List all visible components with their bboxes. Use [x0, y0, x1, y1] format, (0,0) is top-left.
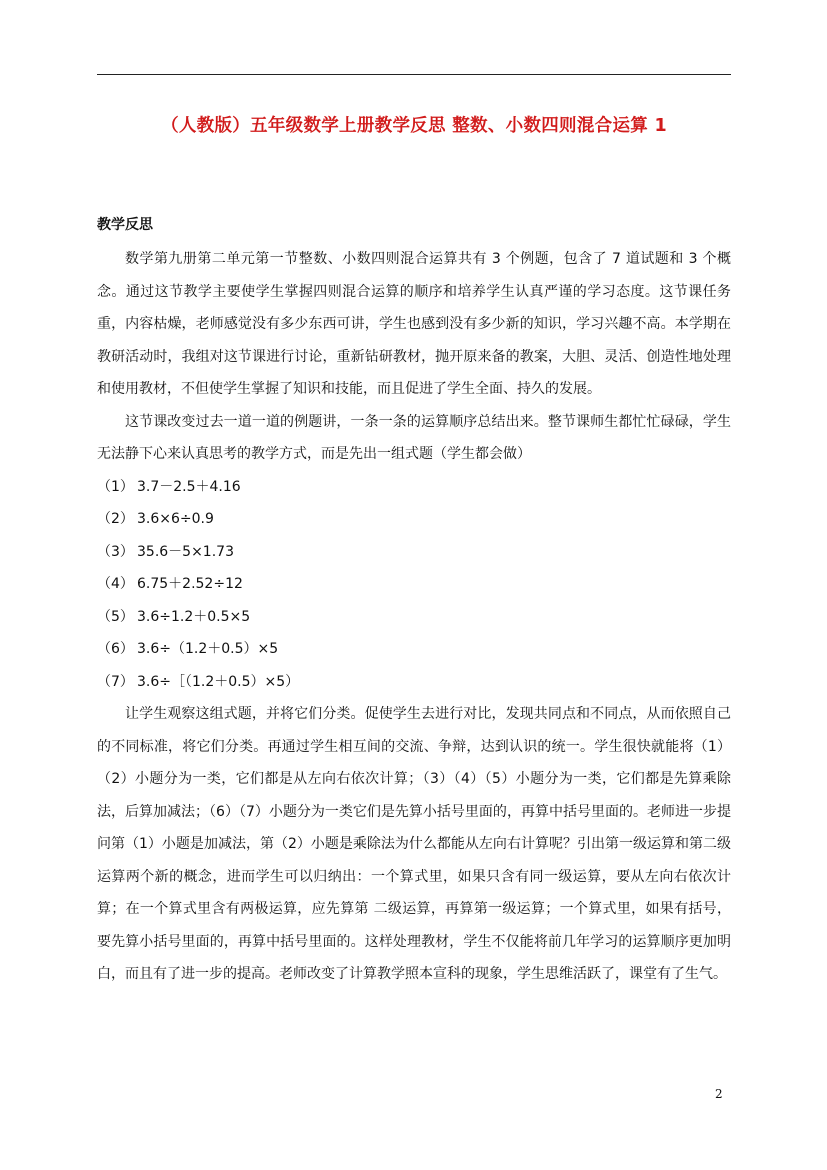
expression-text: 35.6－5×1.73 [137, 543, 234, 560]
paragraph-1: 数学第九册第二单元第一节整数、小数四则混合运算共有 3 个例题，包含了 7 道试题和 3 个概念。通过这节教学主要使学生掌握四则混合运算的顺序和培养学生认真严谨的学习态度。这节课任务重，内容枯燥，老师感觉没有多少东西可讲，学生也感到没有多少新的知识，学习兴趣不高。本学期在教研活动时，我组对这节课进行讨论，重新钻研教材，抛开原来备的教案，大胆、灵活、创造性地处理和使用教材，不但使学生掌握了知识和技能，而且促进了学生全面、持久的发展。 [97, 251, 731, 397]
expression-item [97, 601, 731, 634]
expression-text: 3.6÷（1.2＋0.5）×5 [137, 641, 279, 657]
expression-item [97, 471, 731, 504]
expression-text: 3.6×6÷0.9 [137, 511, 214, 527]
expression-item [97, 568, 731, 601]
expression-text: 6.75＋2.52÷12 [137, 576, 243, 592]
expression-number: （2） [97, 511, 134, 527]
paragraph-2: 这节课改变过去一道一道的例题讲，一条一条的运算顺序总结出来。整节课师生都忙忙碌碌，学生无法静下心来认真思考的教学方式，而是先出一组式题（学生都会做） [97, 413, 731, 462]
document-body [97, 243, 731, 991]
expression-number: （7） [97, 673, 134, 690]
expression-text: 3.6÷1.2＋0.5×5 [137, 608, 251, 625]
document-title: （人教版）五年级数学上册教学反思 整数、小数四则混合运算 1 [161, 116, 667, 136]
expression-item [97, 633, 731, 666]
header-rule [97, 74, 731, 75]
expression-item [97, 666, 731, 699]
section-heading: 教学反思 [97, 217, 153, 233]
expression-number: （5） [97, 608, 134, 625]
expression-text: 3.6÷［（1.2＋0.5）×5） [137, 673, 300, 690]
expression-item [97, 536, 731, 569]
expression-text: 3.7－2.5＋4.16 [137, 478, 241, 495]
expression-item [97, 503, 731, 536]
expression-number: （4） [97, 576, 134, 592]
expression-number: （3） [97, 543, 134, 560]
page-number: 2 [715, 1087, 723, 1101]
paragraph-3: 让学生观察这组式题，并将它们分类。促使学生去进行对比，发现共同点和不同点，从而依照自己的不同标准，将它们分类。再通过学生相互间的交流、争辩，达到认识的统一。学生很快就能将（1）（2）小题分为一类，它们都是从左向右依次计算；（3）（4）（5）小题分为一类，它们都是先算乘除法，后算加减法；（6）（7）小题分为一类它们是先算小括号里面的，再算中括号里面的。老师进一步提问第（1）小题是加减法，第（2）小题是乘除法为什么都能从左向右计算呢？引出第一级运算和第二级运算两个新的概念，进而学生可以归纳出：一个算式里，如果只含有同一级运算，要从左向右依次计算；在一个算式里含有两极运算，应先算第 二级运算，再算第一级运算；一个算式里，如果有括号，要先算小括号里面的，再算中括号里面的。这样处理教材，学生不仅能将前几年学习的运算顺序更加明白，而且有了进一步的提高。老师改变了计算教学照本宣科的现象，学生思维活跃了，课堂有了生气。 [97, 706, 731, 982]
expression-number: （6） [97, 641, 134, 657]
expression-number: （1） [97, 478, 134, 495]
